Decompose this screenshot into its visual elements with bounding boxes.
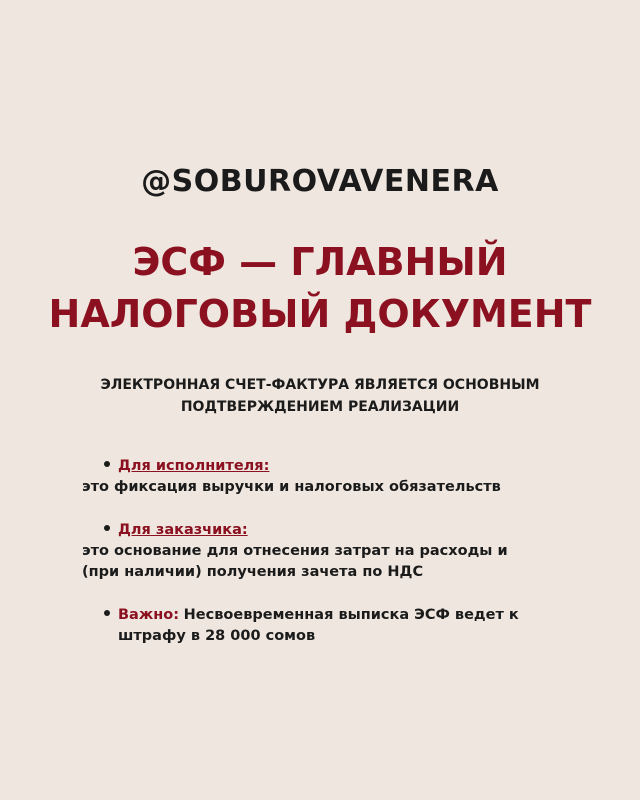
bullet-list <box>82 456 602 669</box>
bullet-text-line-2: (при наличии) получения зачета по НДС <box>82 564 424 580</box>
bullet-label: Для исполнителя: <box>118 458 270 474</box>
bullet-dot-icon <box>104 610 110 616</box>
title-line-1: ЭСФ — ГЛАВНЫЙ <box>132 240 508 284</box>
bullet-label: Для заказчика: <box>118 522 248 538</box>
subtitle <box>0 374 640 418</box>
bullet-dot-icon <box>104 461 110 467</box>
bullet-text-line-2: штрафу в 28 000 сомов <box>118 628 316 644</box>
page-title <box>0 236 640 340</box>
bullet-text-line-1: Несвоевременная выписка ЭСФ ведет к <box>183 607 519 623</box>
account-handle: @SOBUROVAVENERA <box>141 164 499 199</box>
bullet-item-important <box>82 605 602 647</box>
subtitle-line-1: ЭЛЕКТРОННАЯ СЧЕТ-ФАКТУРА ЯВЛЯЕТСЯ ОСНОВНЫМ <box>100 377 540 393</box>
bullet-label: Важно: <box>118 607 180 623</box>
title-line-2: НАЛОГОВЫЙ ДОКУМЕНТ <box>48 292 592 336</box>
bullet-text: это фиксация выручки и налоговых обязательств <box>82 479 501 495</box>
bullet-item-customer <box>82 520 602 583</box>
bullet-dot-icon <box>104 525 110 531</box>
subtitle-line-2: ПОДТВЕРЖДЕНИЕМ РЕАЛИЗАЦИИ <box>180 399 460 415</box>
bullet-item-executor <box>82 456 602 498</box>
bullet-text-line-1: это основание для отнесения затрат на расходы и <box>82 543 508 559</box>
